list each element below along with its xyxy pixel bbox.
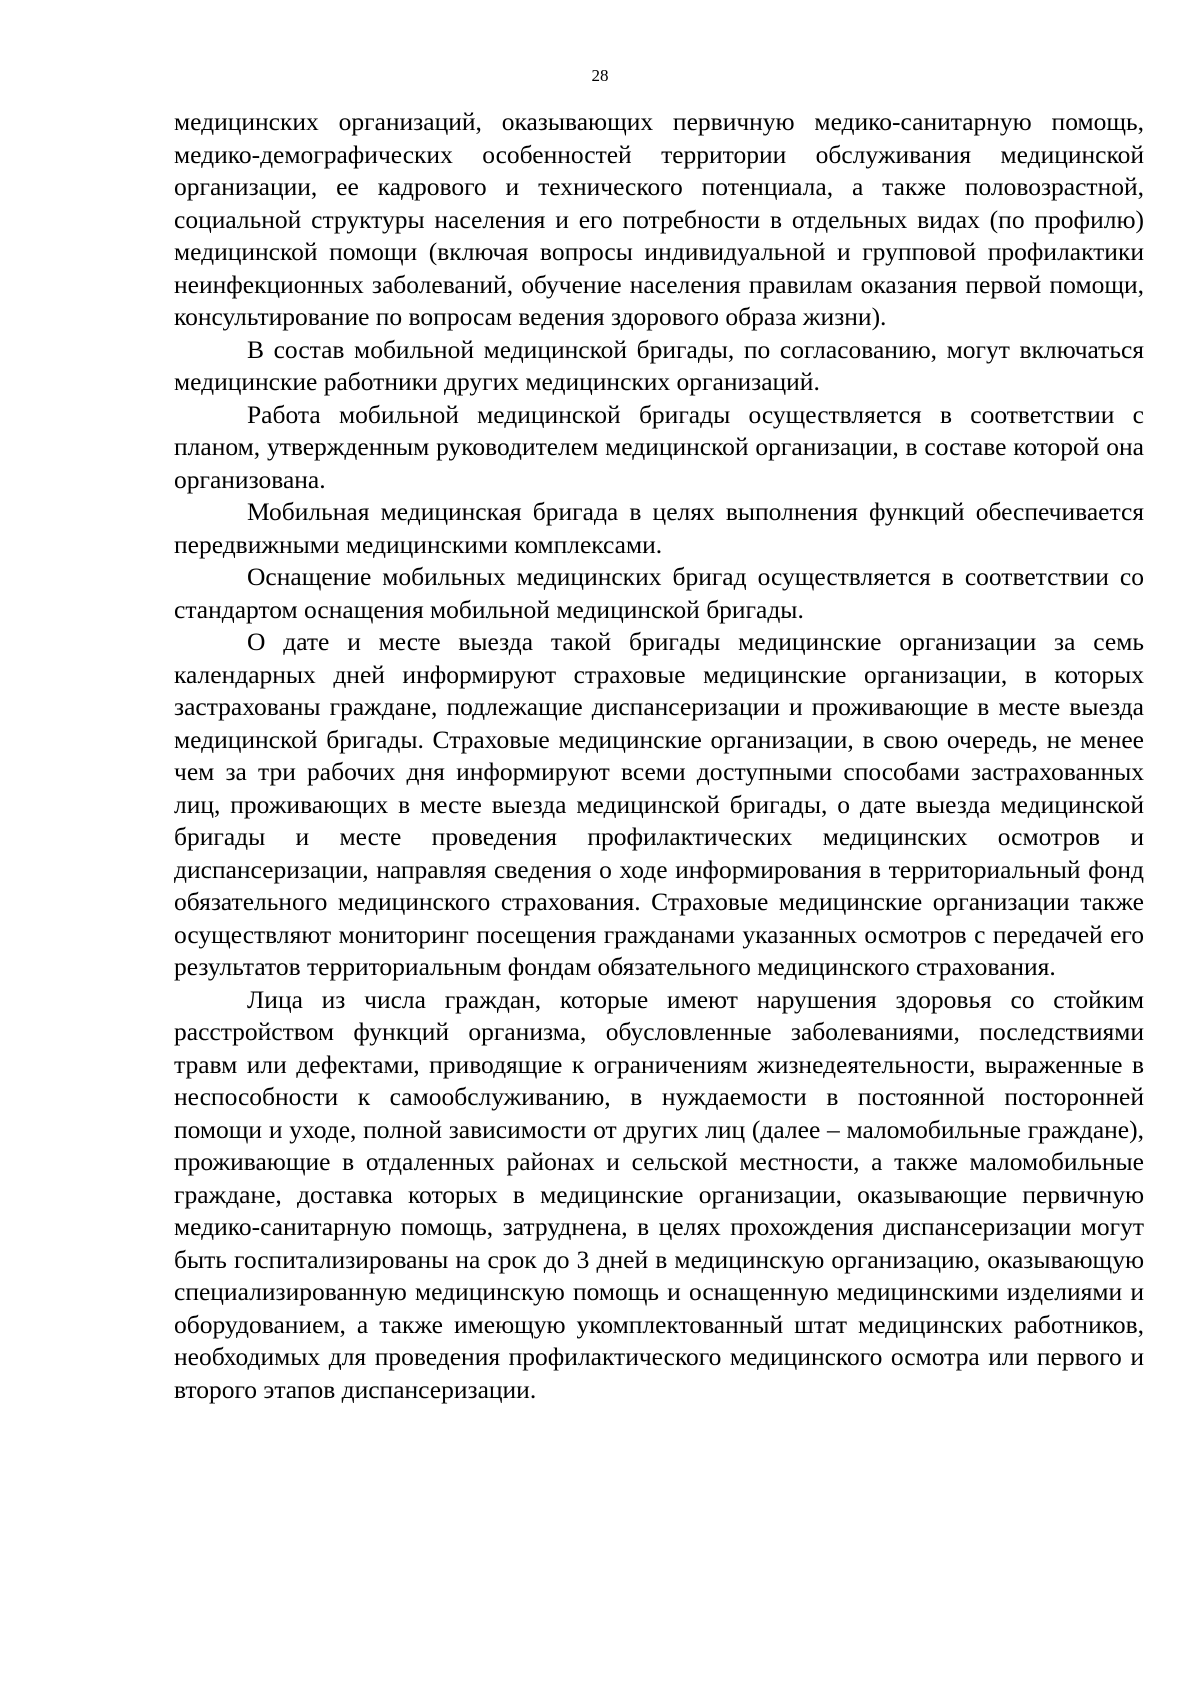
paragraph: В состав мобильной медицинской бригады, по согласованию, могут включаться медицинские работники других медицинских организаций. xyxy=(174,334,1144,396)
paragraph: Лица из числа граждан, которые имеют нарушения здоровья со стойким расстройством функций организма, обусловленные заболеваниями, последствиями травм или дефектами, приводящие к ограничениям жизнедеятельности, выраженные в неспособности к самообслуживанию, в нуждаемости в постоянной посторонней помощи и уходе, полной зависимости от других лиц (далее – маломобильные граждане), проживающие в отдаленных районах и сельской местности, а также маломобильные граждане, доставка которых в медицинские организации, оказывающие первичную медико-санитарную помощь, затруднена, в целях прохождения диспансеризации могут быть госпитализированы на срок до 3 дней в медицинскую организацию, оказывающую специализированную медицинскую помощь и оснащенную медицинскими изделиями и оборудованием, а также имеющую укомплектованный штат медицинских работников, необходимых для проведения профилактического медицинского осмотра или первого и второго этапов диспансеризации. xyxy=(174,984,1144,1404)
paragraph: медицинских организаций, оказывающих первичную медико-санитарную помощь, медико-демографических особенностей территории обслуживания медицинской организации, ее кадрового и технического потенциала, а также половозрастной, социальной структуры населения и его потребности в отдельных видах (по профилю) медицинской помощи (включая вопросы индивидуальной и групповой профилактики неинфекционных заболеваний, обучение населения правилам оказания первой помощи, консультирование по вопросам ведения здорового образа жизни). xyxy=(174,107,1144,331)
paragraph: Работа мобильной медицинской бригады осуществляется в соответствии с планом, утвержденным руководителем медицинской организации, в составе которой она организована. xyxy=(174,399,1144,494)
paragraph: О дате и месте выезда такой бригады медицинские организации за семь календарных дней информируют страховые медицинские организации, в которых застрахованы граждане, подлежащие диспансеризации и проживающие в месте выезда медицинской бригады. Страховые медицинские организации, в свою очередь, не менее чем за три рабочих дня информируют всеми доступными способами застрахованных лиц, проживающих в месте выезда медицинской бригады, о дате выезда медицинской бригады и месте проведения профилактических медицинских осмотров и диспансеризации, направляя сведения о ходе информирования в территориальный фонд обязательного медицинского страхования. Страховые медицинские организации также осуществляют мониторинг посещения гражданами указанных осмотров с передачей его результатов территориальным фондам обязательного медицинского страхования. xyxy=(174,627,1144,981)
page-number: 28 xyxy=(591,66,609,85)
paragraph: Оснащение мобильных медицинских бригад осуществляется в соответствии со стандартом оснащения мобильной медицинской бригады. xyxy=(174,562,1144,624)
document-body xyxy=(174,106,1144,1406)
paragraph: Мобильная медицинская бригада в целях выполнения функций обеспечивается передвижными медицинскими комплексами. xyxy=(174,497,1144,559)
